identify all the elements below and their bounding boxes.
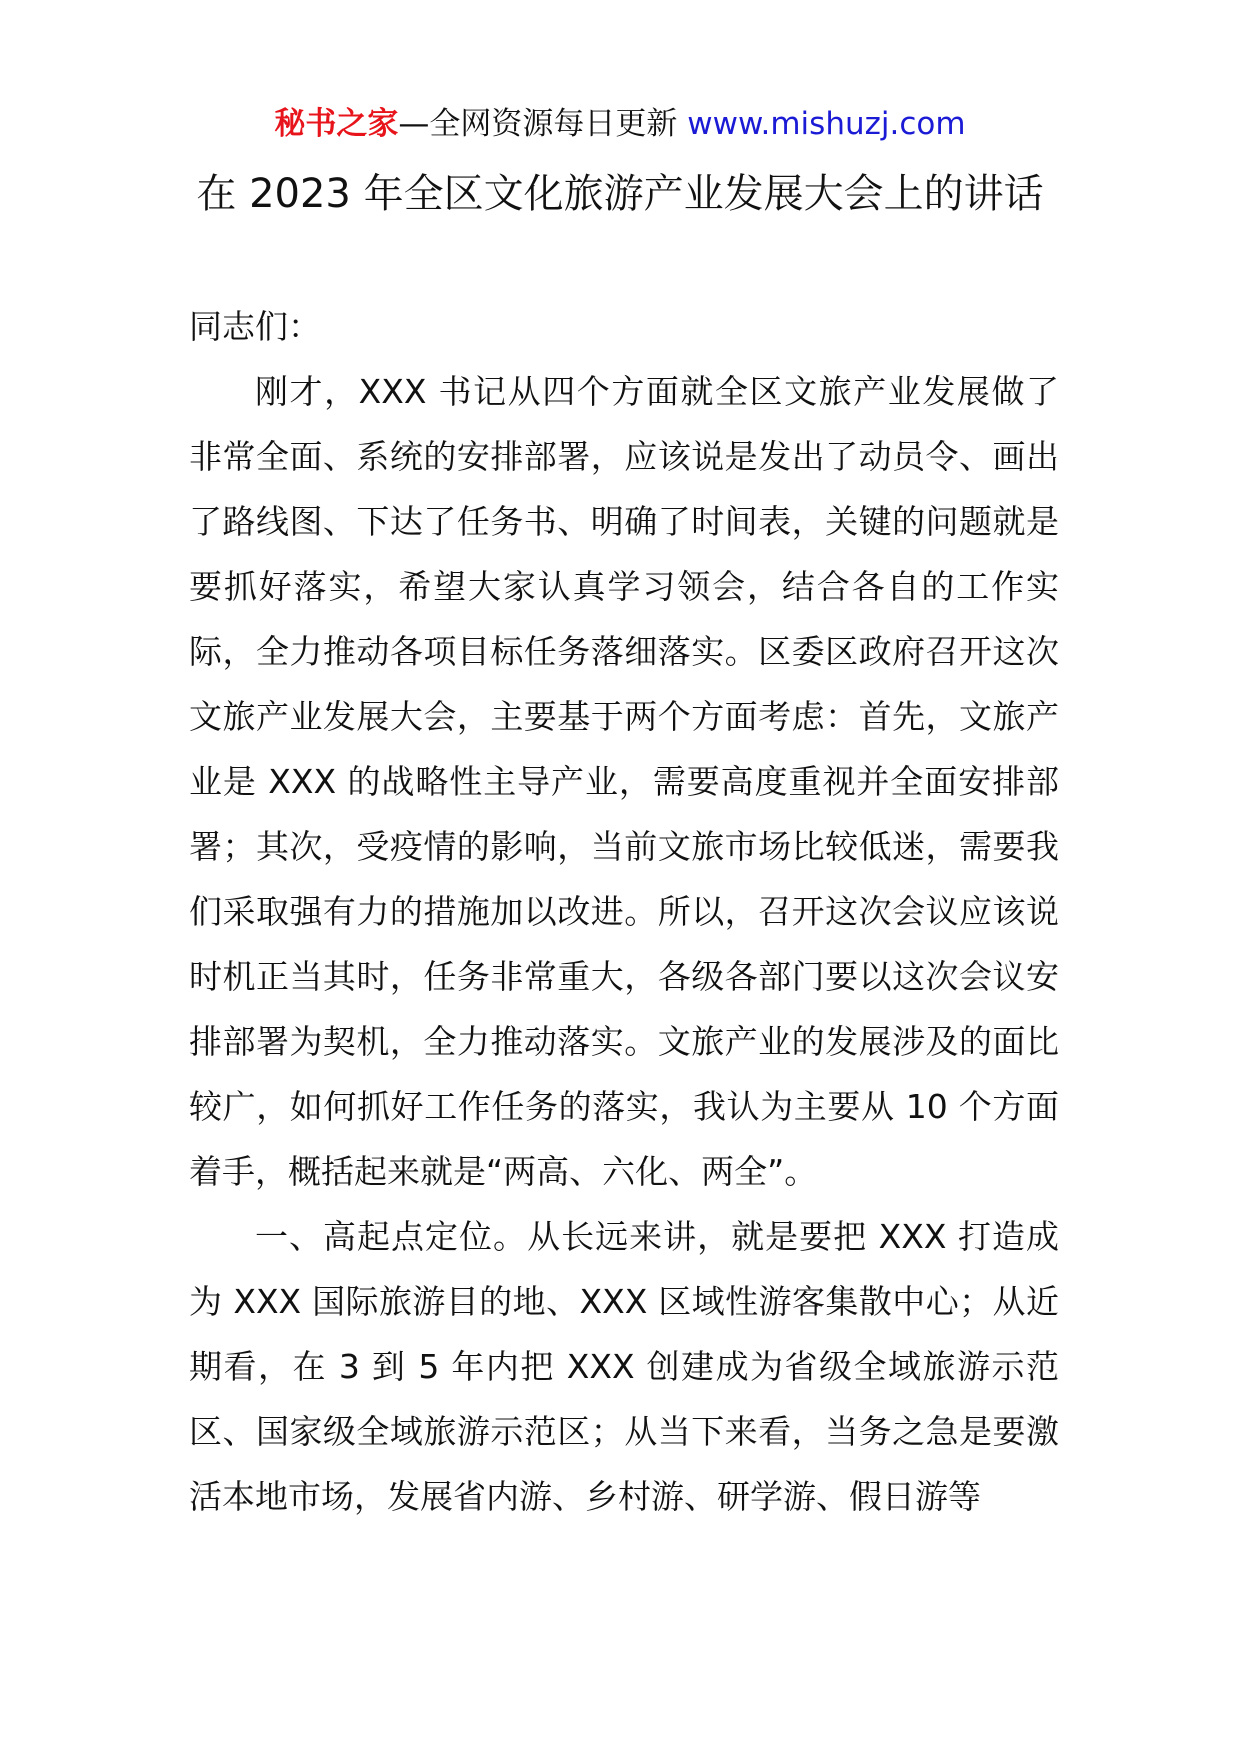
site-slogan: —全网资源每日更新 — [398, 106, 678, 142]
site-header — [0, 100, 1240, 148]
paragraph-1: 刚才，XXX 书记从四个方面就全区文旅产业发展做了非常全面、系统的安排部署，应该说是发出了动员令、画出了路线图、下达了任务书、明确了时间表，关键的问题就是要抓好落实，希望大家认真学习领会，结合各自的工作实际，全力推动各项目标任务落细落实。区委区政府召开这次文旅产业发展大会，主要基于两个方面考虑：首先，文旅产业是 XXX 的战略性主导产业，需要高度重视并全面安排部署；其次，受疫情的影响，当前文旅市场比较低迷，需要我们采取强有力的措施加以改进。所以，召开这次会议应该说时机正当其时，任务非常重大，各级各部门要以这次会议安排部署为契机，全力推动落实。文旅产业的发展涉及的面比较广，如何抓好工作任务的落实，我认为主要从 10 个方面着手，概括起来就是“两高、六化、两全”。 — [189, 372, 1059, 1191]
paragraph-2: 一、高起点定位。从长远来讲，就是要把 XXX 打造成为 XXX 国际旅游目的地、XXX 区域性游客集散中心；从近期看，在 3 到 5 年内把 XXX 创建成为省级全域旅游示范区、国家级全域旅游示范区；从当下来看，当务之急是要激活本地市场，发展省内游、乡村游、研学游、假日游等 — [189, 1217, 1059, 1516]
document-body — [189, 294, 1059, 1529]
brand-name: 秘书之家 — [274, 106, 399, 142]
site-url-link[interactable]: www.mishuzj.com — [687, 106, 966, 142]
document-title: 在 2023 年全区文化旅游产业发展大会上的讲话 — [196, 171, 1044, 217]
salutation: 同志们： — [189, 307, 321, 346]
